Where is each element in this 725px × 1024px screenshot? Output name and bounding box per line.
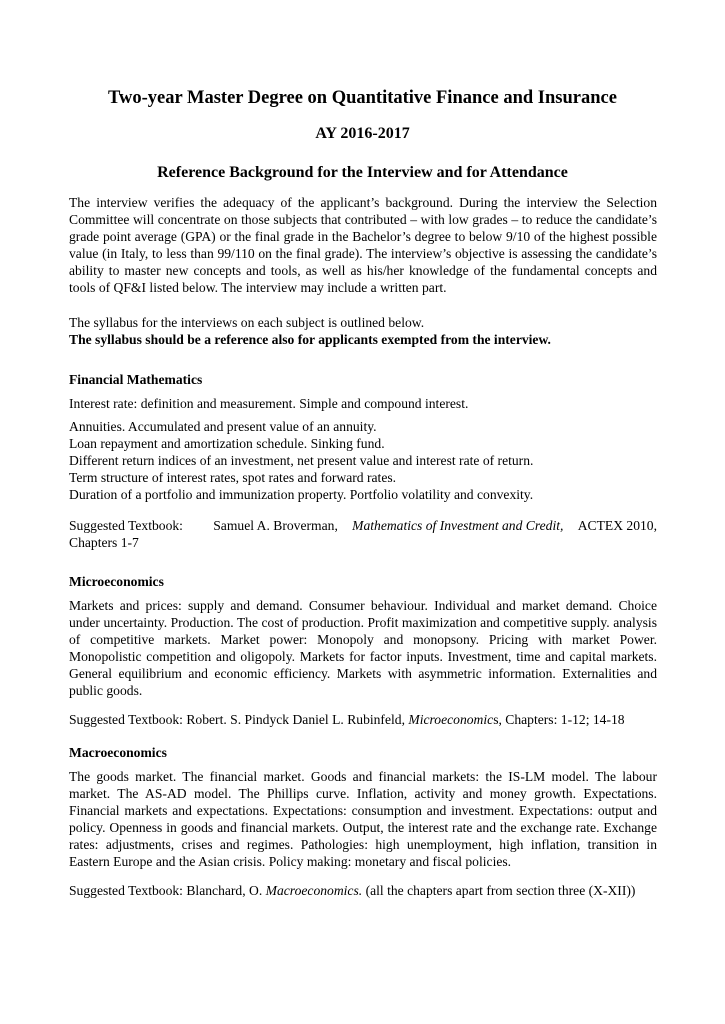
list-item: Duration of a portfolio and immunization property. Portfolio volatility and convexity. [69,487,534,503]
textbook-line [69,882,657,899]
list-item: Annuities. Accumulated and present value of an annuity. [69,419,377,434]
textbook-chapters: Chapters 1-7 [69,535,139,551]
financial-math-textbook [69,517,657,551]
macroeconomics-textbook [69,882,657,899]
textbook-title: Macroeconomics. [265,883,363,898]
financial-math-intro [69,395,657,412]
textbook-line [69,517,657,534]
textbook-prefix: Suggested Textbook: Robert. S. Pindyck Daniel L. Rubinfeld, [69,712,405,727]
microeconomics-heading [69,573,657,590]
syllabus-line: The syllabus for the interviews on each subject is outlined below. [69,315,425,330]
section-heading: Financial Mathematics [69,372,203,387]
document-title: Two-year Master Degree on Quantitative Finance and Insurance [108,88,617,108]
intro-paragraph: The interview verifies the adequacy of the applicant’s background. During the interview the Selection Committee will concentrate on those subjects that contributed – with low grades – to reduce the candidate’s grade point average (GPA) or the final grade in the Bachelor’s degree to below 9/10 of the highest possible value (in Italy, to less than 99/110 on the final grade). The interview’s objective is assessing the candidate’s ability to master new concepts and tools, as well as his/her knowledge of the fundamental concepts and tools of QF&I listed below. The interview may include a written part. [69,195,657,296]
textbook-line [69,711,657,728]
syllabus-bold-note: The syllabus should be a reference also for applicants exempted from the interview. [69,332,551,348]
academic-year: AY 2016-2017 [315,125,410,142]
list-item: Loan repayment and amortization schedule. Sinking fund. [69,436,385,452]
financial-math-line: Interest rate: definition and measurement. Simple and compound interest. [69,396,469,411]
textbook-prefix: Suggested Textbook: Blanchard, O. [69,883,263,898]
list-item: Term structure of interest rates, spot rates and forward rates. [69,470,397,486]
textbook-author: Samuel A. Broverman, [213,518,338,533]
syllabus-note [69,314,657,348]
textbook-prefix: Suggested Textbook: [69,518,183,533]
section-heading: Macroeconomics [69,745,167,760]
textbook-suffix: (all the chapters apart from section three (X-XII)) [365,883,636,898]
financial-math-heading [69,371,657,388]
microeconomics-textbook [69,711,657,728]
microeconomics-paragraph: Markets and prices: supply and demand. Consumer behaviour. Individual and market demand. Choice under uncertainty. Production. The cost of production. Profit maximization and competitive supply. analysis of competitive markets. Market power: Monopoly and monopsony. Pricing with market Power. Monopolistic competition and oligopoly. Markets for factor inputs. Investment, time and capital markets. General equilibrium and economic efficiency. Markets with asymmetric information. Externalities and public goods. [69,598,657,699]
document-subtitle: Reference Background for the Interview and for Attendance [157,164,568,181]
textbook-suffix: s, Chapters: 1-12; 14-18 [493,712,625,727]
textbook-title: Microeconomic [408,712,494,727]
macroeconomics-heading [69,744,657,761]
textbook-publisher: ACTEX 2010, [577,518,657,533]
macroeconomics-paragraph: The goods market. The financial market. Goods and financial markets: the IS-LM model. The labour market. The AS-AD model. The Phillips curve. Inflation, activity and money growth. Expectations. Financial markets and expectations. Expectations: consumption and investment. Expectations: output and policy. Openness in goods and financial markets. Output, the interest rate and the exchange rate. Exchange rates: adjustments, crises and regimes. Pathologies: high unemployment, high inflation, transition in Eastern Europe and the Asian crisis. Policy making: monetary and fiscal policies. [69,769,657,870]
section-heading: Microeconomics [69,574,164,589]
list-item: Different return indices of an investment, net present value and interest rate of return. [69,453,534,469]
textbook-title: Mathematics of Investment and Credit, [352,518,564,533]
financial-math-items [69,418,657,503]
